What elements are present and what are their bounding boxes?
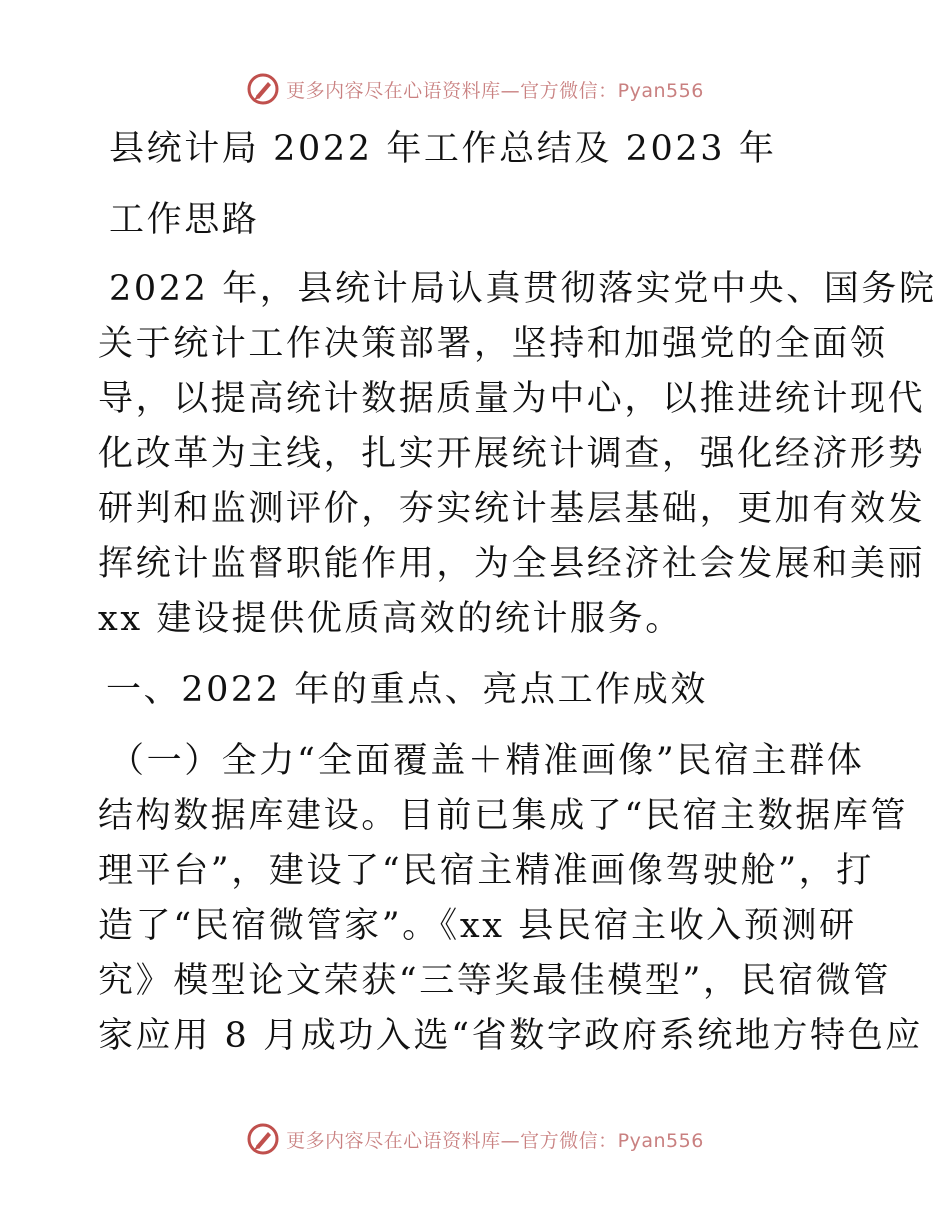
paragraph-line: 挥统计监督职能作用，为全县经济社会发展和美丽 [98, 544, 926, 584]
pen-seal-logo-icon [246, 1122, 280, 1156]
subsection-paragraph [98, 734, 923, 1064]
watermark-header [0, 72, 950, 106]
paragraph-line: 造了“民宿微管家”。《xx 县民宿主收入预测研 [98, 906, 857, 946]
paragraph-line: 结构数据库建设。目前已集成了“民宿主数据库管 [98, 796, 909, 836]
paragraph-line: （一）全力“全面覆盖＋精准画像”民宿主群体 [109, 741, 865, 781]
paragraph-line: 导，以提高统计数据质量为中心，以推进统计现代 [98, 379, 926, 419]
paragraph-line: xx 建设提供优质高效的统计服务。 [98, 599, 683, 639]
document-title [98, 122, 850, 248]
title-line-1: 县统计局 2022 年工作总结及 2023 年 [109, 129, 777, 169]
paragraph-line: 关于统计工作决策部署，坚持和加强党的全面领 [98, 324, 888, 364]
paragraph-line: 2022 年，县统计局认真贯彻落实党中央、国务院 [109, 269, 937, 309]
watermark-footer [0, 1122, 950, 1156]
paragraph-line: 理平台”，建设了“民宿主精准画像驾驶舱”，打 [98, 851, 874, 891]
section-heading: 一、2022 年的重点、亮点工作成效 [106, 670, 708, 710]
intro-paragraph [98, 262, 937, 647]
paragraph-line: 家应用 8 月成功入选“省数字政府系统地方特色应 [98, 1016, 923, 1056]
watermark-text: 更多内容尽在心语资料库—官方微信：Pyan556 [286, 79, 704, 102]
watermark-text: 更多内容尽在心语资料库—官方微信：Pyan556 [286, 1129, 704, 1152]
paragraph-line: 化改革为主线，扎实开展统计调查，强化经济形势 [98, 434, 926, 474]
pen-seal-logo-icon [246, 72, 280, 106]
document-body [98, 122, 937, 1064]
title-line-2: 工作思路 [109, 200, 260, 240]
paragraph-line: 究》模型论文荣获“三等奖最佳模型”，民宿微管 [98, 961, 891, 1001]
paragraph-line: 研判和监测评价，夯实统计基层基础，更加有效发 [98, 489, 926, 529]
